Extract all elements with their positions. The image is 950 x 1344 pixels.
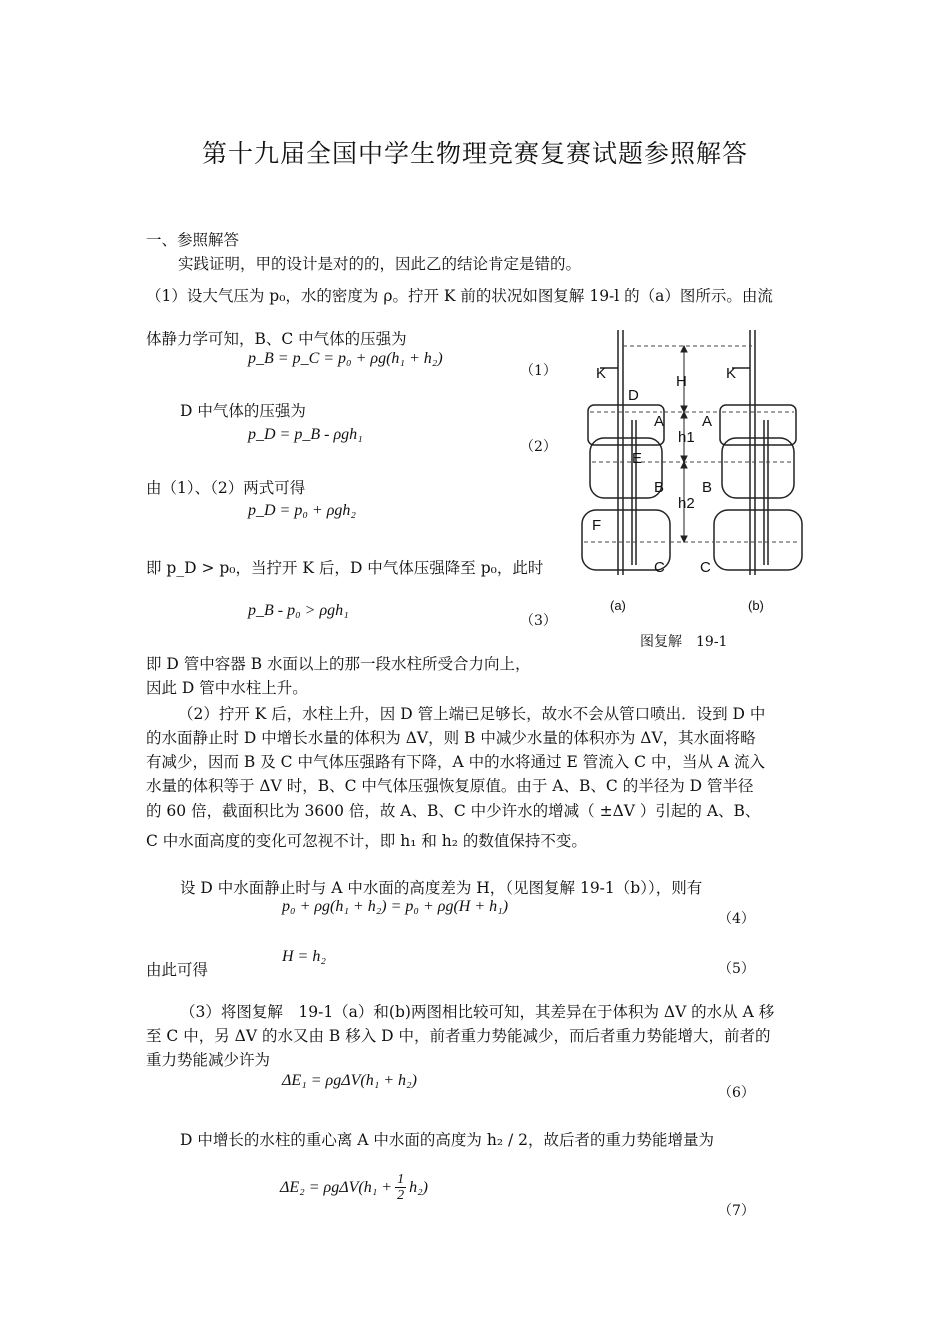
equation-5: H = h₂ (282, 948, 326, 965)
equation-7-fraction (395, 1172, 406, 1203)
vessel-b-left (590, 438, 665, 498)
part2-from-text: 由此可得 (146, 961, 209, 979)
equation-4: p₀ + ρg(h₁ + h₂) = p₀ + ρg(H + h₁) (282, 898, 509, 915)
figure-caption: 图复解 19-1 (640, 634, 728, 650)
label-c-right: C (700, 559, 711, 576)
part1-d-text: D 中气体的压强为 (180, 402, 306, 420)
part3-line3: 重力势能减少许为 (146, 1051, 271, 1069)
section-heading: 一、参照解答 (146, 231, 240, 249)
equation-3-number: （3） (520, 613, 557, 629)
part1-line2: 体静力学可知，B、C 中气体的压强为 (146, 330, 407, 348)
equation-3: p_B - p₀ > ρgh₁ (248, 602, 349, 619)
part3-line4: D 中增长的水柱的重心离 A 中水面的高度为 h₂ / 2，故后者的重力势能增量为 (180, 1131, 714, 1149)
equation-6: ΔE₁ = ρgΔV(h₁ + h₂) (282, 1072, 417, 1089)
label-h: H (676, 373, 687, 390)
fraction-denominator: 2 (397, 1188, 405, 1203)
equation-2-number: （2） (520, 439, 557, 455)
equation-4-number: （4） (718, 911, 755, 927)
label-panel-a: (a) (610, 598, 626, 613)
equation-1: p_B = p_C = p₀ + ρg(h₁ + h₂) (248, 350, 443, 367)
part2-line3: 有减少，因而 B 及 C 中气体压强路有下降，A 中的水将通过 E 管流入 C 中，当从 A 流入 (146, 753, 766, 771)
part2-line2: 的水面静止时 D 中增长水量的体积为 ΔV，则 B 中减少水量的体积亦为 ΔV，其水面将略 (146, 729, 756, 747)
label-d: D (628, 387, 639, 404)
part1-line-a: 即 D 管中容器 B 水面以上的那一段水柱所受合力向上， (146, 655, 531, 673)
equation-7 (280, 1172, 428, 1203)
equation-5-number: （5） (718, 961, 755, 977)
equation-7-right: h₂) (409, 1178, 428, 1196)
equation-7-left: ΔE₂ = ρgΔV(h₁ + (280, 1178, 393, 1196)
label-c-left: C (654, 559, 665, 576)
fraction-numerator: 1 (397, 1172, 405, 1187)
part3-line2: 至 C 中，另 ΔV 的水又由 B 移入 D 中，前者重力势能减少，而后者重力势能增大，前者的 (146, 1027, 771, 1045)
label-b-left: B (654, 479, 665, 496)
vessel-b-right (722, 438, 794, 498)
equation-pd: p_D = p₀ + ρgh₂ (248, 502, 356, 519)
part1-from-text: 由（1）、（2）两式可得 (146, 479, 306, 497)
part2-line1: （2）拧开 K 后，水柱上升，因 D 管上端已足够长，故水不会从管口喷出．设到 D 中 (178, 705, 766, 723)
label-h2: h2 (678, 495, 695, 512)
apparatus-figure (560, 320, 810, 620)
equation-1-number: （1） (520, 363, 557, 379)
label-k-left: K (596, 365, 607, 382)
page-title: 第十九届全国中学生物理竞赛复赛试题参照解答 (201, 139, 748, 168)
label-k-right: K (726, 365, 737, 382)
part2-set-line: 设 D 中水面静止时与 A 中水面的高度差为 H，（见图复解 19-1（b）），则有 (180, 879, 703, 897)
equation-2: p_D = p_B - ρgh₁ (248, 426, 363, 443)
part1-line-b: 因此 D 管中水柱上升。 (146, 679, 308, 697)
part1-ji-text: 即 p_D > p₀，当拧开 K 后，D 中气体压强降至 p₀，此时 (146, 559, 544, 577)
part1-line1: （1）设大气压为 p₀，水的密度为 ρ。拧开 K 前的状况如图复解 19-l 的（a）图所示。由流 (146, 287, 773, 305)
label-e: E (632, 450, 643, 467)
label-f: F (592, 517, 602, 534)
part3-line1: （3）将图复解 19-1（a）和(b)两图相比较可知，其差异在于体积为 ΔV 的水从 A 移 (180, 1003, 775, 1021)
label-b-right: B (702, 479, 713, 496)
vessel-c-right (714, 510, 802, 570)
label-a-right: A (702, 413, 713, 430)
label-panel-b: (b) (748, 598, 764, 613)
label-a-left: A (654, 413, 665, 430)
part2-line4: 水量的体积等于 ΔV 时，B、C 中气体压强恢复原值。由于 A、B、C 的半径为 D 管半径 (146, 777, 754, 795)
equation-7-number: （7） (718, 1203, 755, 1219)
part2-line6: C 中水面高度的变化可忽视不计，即 h₁ 和 h₂ 的数值保持不变。 (146, 832, 587, 850)
intro-paragraph: 实践证明，甲的设计是对的的，因此乙的结论肯定是错的。 (178, 255, 582, 273)
label-h1: h1 (678, 429, 695, 446)
equation-6-number: （6） (718, 1085, 755, 1101)
part2-line5: 的 60 倍，截面积比为 3600 倍，故 A、B、C 中少许水的增减（ ±ΔV ）引起的 A、B、 (146, 802, 761, 820)
